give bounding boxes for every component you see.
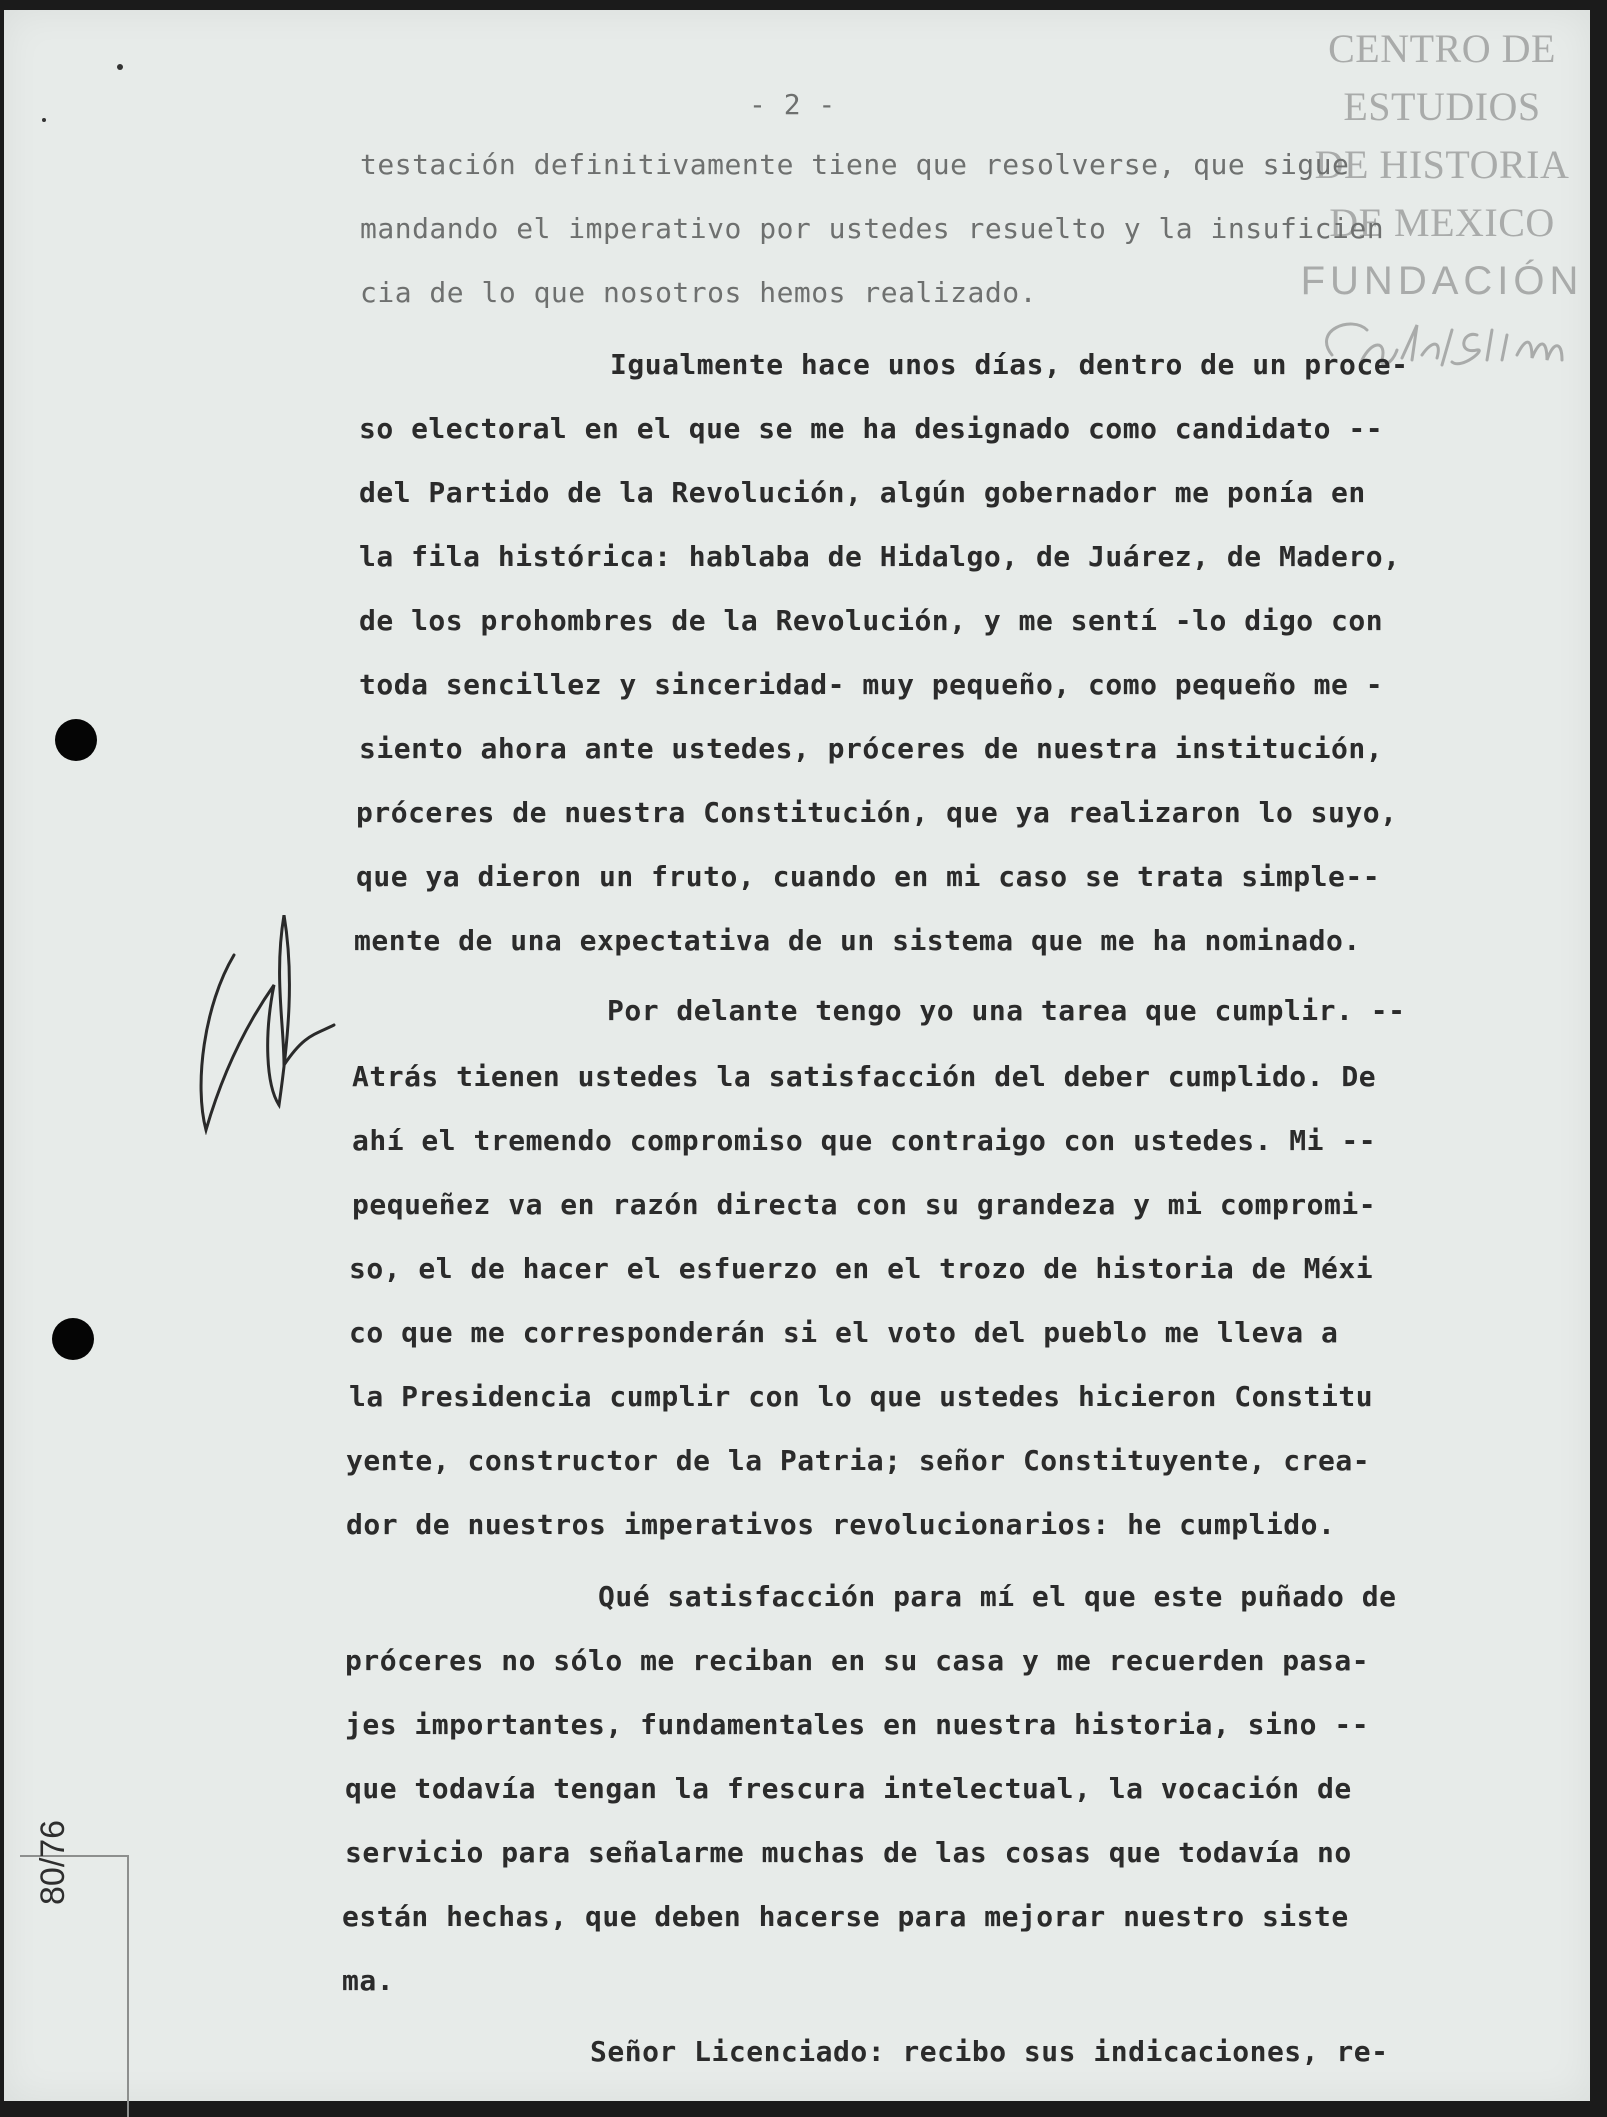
text-line: Señor Licenciado: recibo sus indicaciones, re- bbox=[590, 2035, 1389, 2068]
text-line: pequeñez va en razón directa con su grandeza y mi compromi- bbox=[352, 1188, 1377, 1221]
text-line: cia de lo que nosotros hemos realizado. bbox=[360, 276, 1037, 309]
text-line: co que me corresponderán si el voto del pueblo me lleva a bbox=[349, 1316, 1339, 1349]
text-line: ahí el tremendo compromiso que contraigo con ustedes. Mi -- bbox=[352, 1124, 1377, 1157]
text-line: so, el de hacer el esfuerzo en el trozo de historia de Méxi bbox=[349, 1252, 1374, 1285]
text-line: yente, constructor de la Patria; señor Constituyente, crea- bbox=[346, 1444, 1371, 1477]
text-line: están hechas, que deben hacerse para mejorar nuestro siste bbox=[342, 1900, 1349, 1933]
text-line: mandando el imperativo por ustedes resuelto y la insuficien bbox=[360, 212, 1385, 245]
watermark-line: CENTRO DE bbox=[1328, 26, 1556, 71]
archive-reference: 80/76 bbox=[34, 1819, 72, 1905]
text-line: mente de una expectativa de un sistema que me ha nominado. bbox=[354, 924, 1361, 957]
speck bbox=[117, 64, 123, 70]
watermark-line: DE MEXICO bbox=[1329, 200, 1555, 245]
text-line: servicio para señalarme muchas de las cosas que todavía no bbox=[345, 1836, 1352, 1869]
text-line: dor de nuestros imperativos revolucionarios: he cumplido. bbox=[346, 1508, 1336, 1541]
text-line: Por delante tengo yo una tarea que cumplir. -- bbox=[607, 994, 1406, 1027]
watermark-line: ESTUDIOS bbox=[1343, 84, 1541, 129]
text-line: toda sencillez y sinceridad- muy pequeño, como pequeño me - bbox=[359, 668, 1384, 701]
text-line: ma. bbox=[342, 1964, 395, 1997]
text-line: la fila histórica: hablaba de Hidalgo, de Juárez, de Madero, bbox=[359, 540, 1401, 573]
speck bbox=[42, 118, 46, 122]
archive-watermark bbox=[1282, 20, 1602, 390]
text-line: Atrás tienen ustedes la satisfacción del deber cumplido. De bbox=[352, 1060, 1377, 1093]
text-line: testación definitivamente tiene que resolverse, que sigue bbox=[360, 148, 1350, 181]
watermark-line: FUNDACIÓN bbox=[1300, 259, 1584, 303]
page-number: - 2 - bbox=[749, 88, 836, 121]
text-line: so electoral en el que se me ha designado como candidato -- bbox=[359, 412, 1384, 445]
document-page bbox=[4, 10, 1590, 2101]
text-line: del Partido de la Revolución, algún gobernador me ponía en bbox=[359, 476, 1366, 509]
watermark-line: DE HISTORIA bbox=[1314, 142, 1570, 187]
text-line: siento ahora ante ustedes, próceres de nuestra institución, bbox=[359, 732, 1384, 765]
text-line: próceres de nuestra Constitución, que ya realizaron lo suyo, bbox=[356, 796, 1398, 829]
text-line: próceres no sólo me reciban en su casa y me recuerden pasa- bbox=[345, 1644, 1370, 1677]
text-line: Qué satisfacción para mí el que este puñado de bbox=[598, 1580, 1397, 1613]
text-line: que todavía tengan la frescura intelectual, la vocación de bbox=[345, 1772, 1352, 1805]
text-line: jes importantes, fundamentales en nuestra historia, sino -- bbox=[345, 1708, 1370, 1741]
punch-hole bbox=[52, 1318, 94, 1360]
text-line: de los prohombres de la Revolución, y me sentí -lo digo con bbox=[359, 604, 1384, 637]
punch-hole bbox=[55, 719, 97, 761]
text-line: que ya dieron un fruto, cuando en mi caso se trata simple-- bbox=[356, 860, 1381, 893]
handwritten-initials bbox=[194, 915, 344, 1135]
text-line: la Presidencia cumplir con lo que ustedes hicieron Constitu bbox=[349, 1380, 1374, 1413]
text-line: Igualmente hace unos días, dentro de un proce- bbox=[610, 348, 1409, 381]
